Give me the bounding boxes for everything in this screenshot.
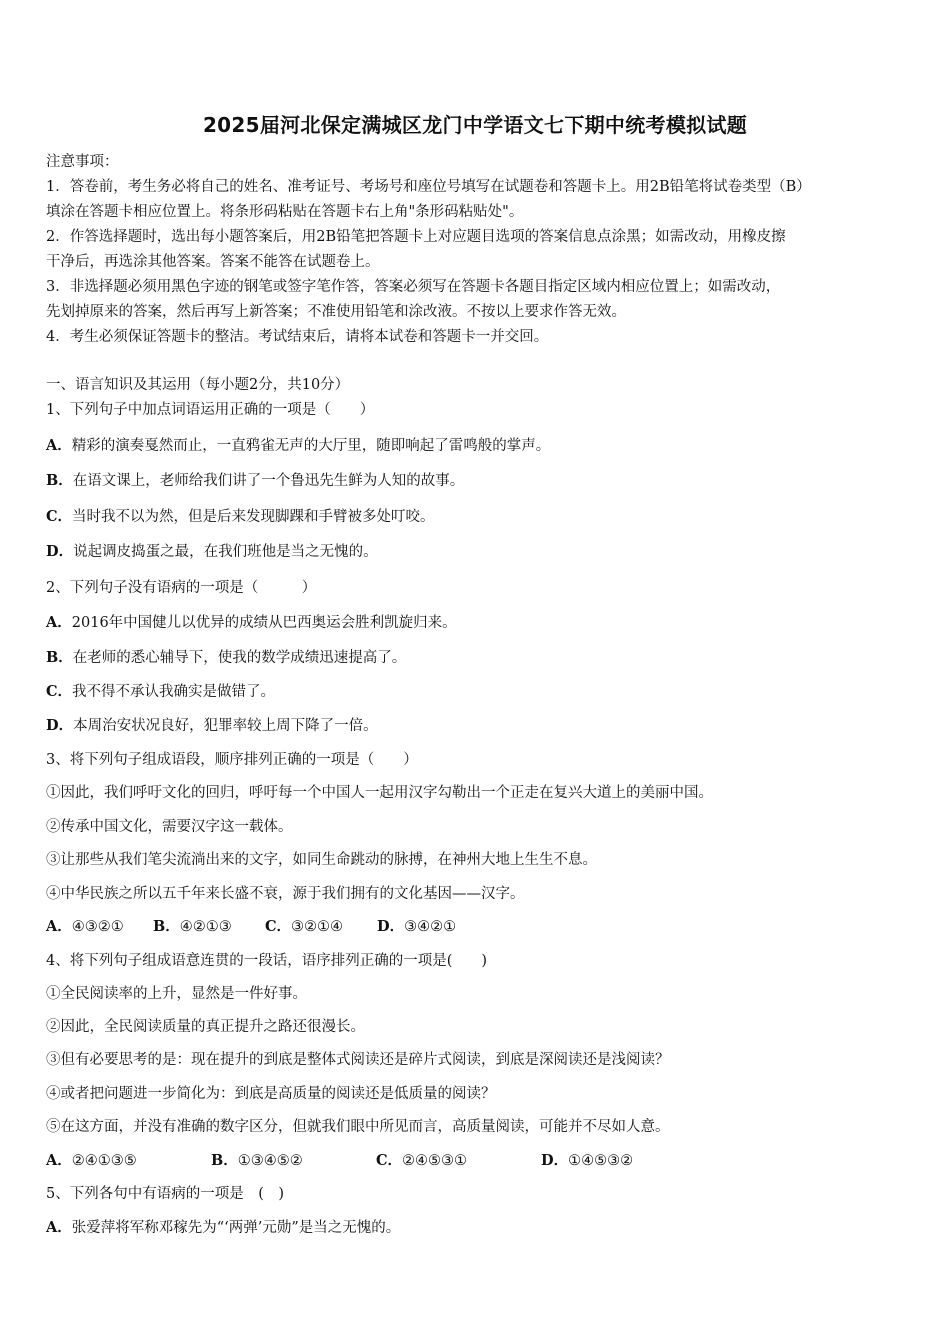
option-letter: A．	[46, 1152, 72, 1169]
option-letter: C．	[46, 683, 73, 700]
question-stem-5: 5、下列各句中有语病的一项是 ( )	[46, 1186, 285, 1202]
option-d	[377, 916, 456, 938]
option-text: ④②①③	[179, 919, 232, 935]
question-stem-4: 4、将下列句子组成语意连贯的一段话，语序排列正确的一项是( )	[46, 953, 488, 969]
option-a	[46, 1150, 211, 1172]
option-text: ③④②①	[404, 919, 457, 935]
option-text: 在老师的悉心辅导下，使我的数学成绩迅速提高了。	[72, 650, 407, 666]
option-a	[46, 612, 457, 634]
option-text: 精彩的演奏戛然而止，一直鸦雀无声的大厅里，随即响起了雷鸣般的掌声。	[71, 438, 551, 454]
option-letter: B．	[211, 1152, 238, 1169]
question-stem-1: 1、下列句子中加点词语运用正确的一项是（ ）	[46, 402, 375, 418]
question-stem-2: 2、下列句子没有语病的一项是（ ）	[46, 580, 317, 596]
option-letter: D．	[46, 717, 74, 734]
option-text: ④③②①	[71, 919, 124, 935]
sentence-item: ⑤在这方面，并没有准确的数字区分，但就我们眼中所见而言，高质量阅读，可能并不尽如人意。	[46, 1119, 670, 1135]
option-b	[211, 1150, 376, 1172]
notice-line: 填涂在答题卡相应位置上。将条形码粘贴在答题卡右上角"条形码粘贴处"。	[46, 204, 524, 220]
option-letter: C．	[265, 918, 292, 935]
option-letter: D．	[377, 918, 405, 935]
option-text: 2016年中国健儿以优异的成绩从巴西奥运会胜利凯旋归来。	[71, 615, 457, 631]
section-heading: 一、语言知识及其运用（每小题2分，共10分）	[46, 377, 350, 393]
sentence-item: ①因此，我们呼吁文化的回归，呼吁每一个中国人一起用汉字勾勒出一个正走在复兴大道上的美丽中国。	[46, 785, 713, 801]
option-letter: A．	[46, 437, 72, 454]
notice-line: 4．考生必须保证答题卡的整洁。考试结束后，请将本试卷和答题卡一并交回。	[46, 329, 549, 345]
option-letter: D．	[46, 543, 74, 560]
option-b	[46, 647, 406, 669]
sentence-item: ①全民阅读率的上升，显然是一件好事。	[46, 986, 307, 1002]
option-text: 本周治安状况良好，犯罪率较上周下降了一倍。	[73, 718, 378, 734]
sentence-item: ④中华民族之所以五千年来长盛不衰，源于我们拥有的文化基因——汉字。	[46, 886, 525, 902]
option-letter: C．	[46, 508, 73, 525]
option-c	[46, 681, 275, 703]
option-b	[153, 916, 265, 938]
notice-line: 干净后，再选涂其他答案。答案不能答在试题卷上。	[46, 254, 380, 270]
option-a	[46, 1217, 400, 1239]
option-text: ②④⑤③①	[402, 1153, 468, 1169]
option-text: 说起调皮捣蛋之最，在我们班他是当之无愧的。	[73, 544, 378, 560]
sentence-item: ③但有必要思考的是：现在提升的到底是整体式阅读还是碎片式阅读，到底是深阅读还是浅阅读？	[46, 1052, 670, 1068]
option-text: 我不得不承认我确实是做错了。	[72, 684, 276, 700]
option-c	[46, 506, 435, 528]
notice-line: 2．作答选择题时，选出每小题答案后，用2B铅笔把答题卡上对应题目选项的答案信息点涂黑；如需改动，用橡皮擦	[46, 229, 786, 245]
option-text: ①④⑤③②	[568, 1153, 634, 1169]
option-text: ①③④⑤②	[237, 1153, 303, 1169]
option-text: 当时我不以为然，但是后来发现脚踝和手臂被多处叮咬。	[72, 509, 435, 525]
question-stem-3: 3、将下列句子组成语段，顺序排列正确的一项是（ ）	[46, 752, 418, 768]
sentence-item: ②传承中国文化，需要汉字这一载体。	[46, 819, 293, 835]
option-letter: B．	[153, 918, 180, 935]
option-letter: D．	[541, 1152, 569, 1169]
option-letter: A．	[46, 1219, 72, 1236]
notice-line: 1．答卷前，考生务必将自己的姓名、准考证号、考场号和座位号填写在试题卷和答题卡上。用2B铅笔将试卷类型（B）	[46, 179, 811, 195]
option-b	[46, 470, 464, 492]
option-letter: B．	[46, 649, 73, 666]
sentence-item: ③让那些从我们笔尖流淌出来的文字，如同生命跳动的脉搏，在神州大地上生生不息。	[46, 852, 597, 868]
option-a	[46, 435, 550, 457]
option-d	[46, 715, 378, 737]
sentence-item: ④或者把问题进一步简化为：到底是高质量的阅读还是低质量的阅读？	[46, 1086, 496, 1102]
option-letter: C．	[376, 1152, 403, 1169]
notice-line: 先划掉原来的答案，然后再写上新答案；不准使用铅笔和涂改液。不按以上要求作答无效。	[46, 304, 626, 320]
sentence-item: ②因此，全民阅读质量的真正提升之路还很漫长。	[46, 1019, 365, 1035]
option-letter: A．	[46, 918, 72, 935]
page-title: 2025届河北保定满城区龙门中学语文七下期中统考模拟试题	[202, 113, 748, 137]
option-text: 在语文课上，老师给我们讲了一个鲁迅先生鲜为人知的故事。	[72, 473, 465, 489]
options-row	[46, 916, 456, 938]
option-letter: B．	[46, 472, 73, 489]
option-d	[46, 541, 378, 563]
option-c	[265, 916, 377, 938]
option-letter: A．	[46, 614, 72, 631]
option-text: 张爱萍将军称邓稼先为“‘两弹’元勋”是当之无愧的。	[71, 1220, 401, 1236]
option-c	[376, 1150, 541, 1172]
option-text: ③②①④	[291, 919, 344, 935]
option-text: ②④①③⑤	[71, 1153, 137, 1169]
option-d	[541, 1150, 633, 1172]
options-row	[46, 1150, 633, 1172]
option-a	[46, 916, 153, 938]
notice-line: 3．非选择题必须用黑色字迹的钢笔或签字笔作答，答案必须写在答题卡各题目指定区域内相应位置上；如需改动，	[46, 279, 781, 295]
notice-heading: 注意事项：	[46, 154, 119, 170]
